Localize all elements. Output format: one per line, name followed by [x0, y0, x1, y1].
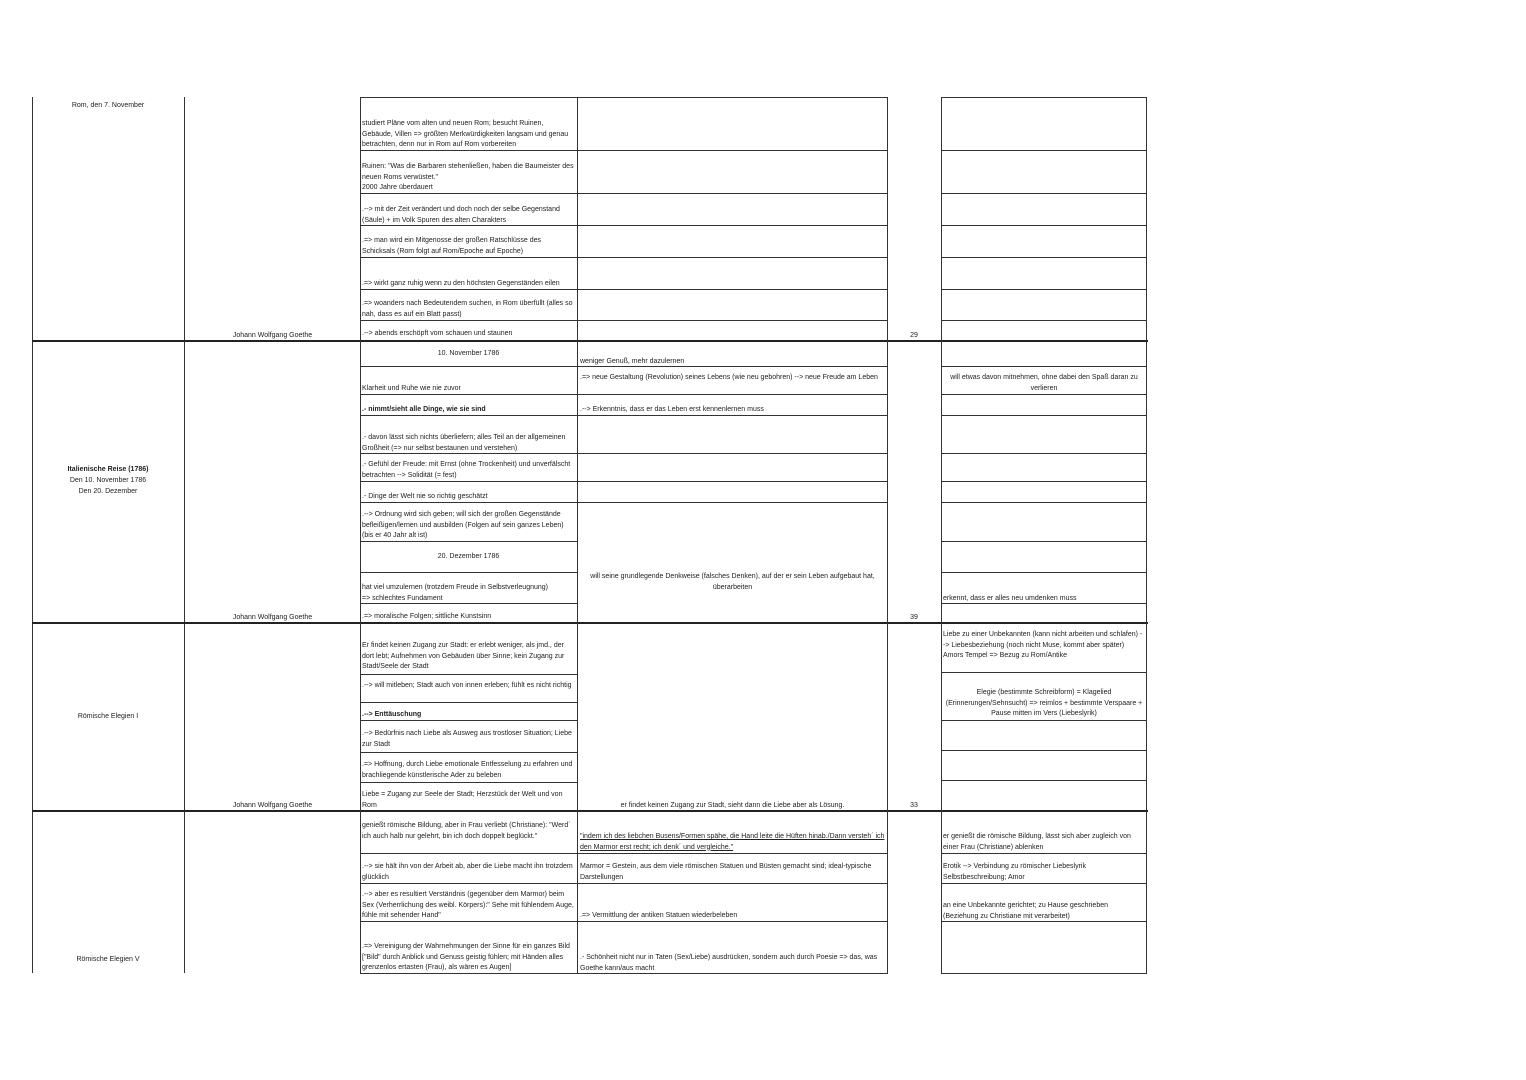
top-border: [360, 97, 888, 98]
note-cell: .--> aber es resultiert Verständnis (gegenüber dem Marmor) beim Sex (Verherrlichung des weibl. Körpers):" Sehe mit fühlendem Auge, fühle mit sehender Hand": [362, 891, 574, 919]
column-divider: [1146, 97, 1147, 973]
note-cell: .- nimmt/sieht alle Dinge, wie sie sind: [362, 406, 486, 413]
column-divider: [184, 97, 185, 973]
note-cell: .- davon lässt sich nichts überliefern; alles Teil an der allgemeinen Großheit (=> nur selbst bestaunen und verstehen): [362, 434, 566, 452]
note-cell: .--> mit der Zeit verändert und doch noch der selbe Gegenstand (Säule) + im Volk Spuren des alten Charakters: [362, 206, 560, 224]
note-cell: will etwas davon mitnehmen, ohne dabei den Spaß daran zu verlieren: [950, 374, 1138, 392]
note-cell: .--> Erkenntnis, dass er das Leben erst kennenlernen muss: [580, 406, 764, 413]
note-cell: .=> Vermittlung der antiken Statuen wiederbeleben: [580, 912, 738, 919]
note-cell: .--> abends erschöpft vom schauen und staunen: [362, 330, 513, 337]
note-cell: studiert Pläne vom alten und neuen Rom; besucht Ruinen, Gebäude, Villen => größten Merkwürdigkeiten langsam und genau betrachten, denn nur in Rom auf Rom vorbereiten: [362, 120, 569, 148]
page-number: 39: [910, 614, 918, 621]
section-label: Rom, den 7. November: [71, 102, 145, 109]
section-label: Italienische Reise (1786): [67, 466, 149, 473]
note-cell: .=> moralische Folgen; sittliche Kunstsinn: [362, 613, 492, 620]
author: Johann Wolfgang Goethe: [232, 614, 313, 621]
entry-date: 20. Dezember 1786: [437, 553, 500, 560]
note-cell: .- Gefühl der Freude: mit Ernst (ohne Trockenheit) und unverfälscht betrachten --> Solidität (= fest): [362, 461, 571, 479]
note-cell: Er findet keinen Zugang zur Stadt: er erlebt weniger, als jmd., der dort lebt; Aufnehmen von Gebäuden über Sinne; kein Zugang zur Stadt/Seele der Stadt: [362, 642, 565, 670]
column-divider: [887, 97, 888, 973]
note-cell: .--> will mitleben; Stadt auch von innen erleben; fühlt es nicht richtig: [362, 682, 572, 689]
left-border: [32, 97, 33, 973]
note-cell: weniger Genuß, mehr dazulernen: [580, 358, 685, 365]
note-cell: .- Schönheit nicht nur in Taten (Sex/Liebe) ausdrücken, sondern auch durch Poesie => das, was Goethe kann/aus macht: [580, 954, 878, 972]
author: Johann Wolfgang Goethe: [232, 802, 313, 809]
note-cell: .=> woanders nach Bedeutendem suchen, in Rom überfüllt (alles so nah, dass es auf ein Blatt passt): [362, 300, 573, 318]
note-cell: Klarheit und Ruhe wie nie zuvor: [362, 385, 461, 392]
note-cell: will seine grundlegende Denkweise (falsches Denken), auf der er sein Leben aufgebaut hat, überarbeiten: [590, 573, 875, 591]
section-sublabel: Den 20. Dezember: [78, 488, 138, 495]
column-divider: [577, 97, 578, 973]
section-label: Römische Elegien I: [77, 713, 139, 720]
note-cell: .=> Vereinigung der Wahrnehmungen der Sinne für ein ganzes Bild ["Bild" durch Anblick und Genuss geistig fühlen; mit Händen alles grenzenlos ertasten (Frau), als wären es Augen]: [362, 943, 570, 971]
author: Johann Wolfgang Goethe: [232, 332, 313, 339]
note-cell: Erotik --> Verbindung zu römischer Liebeslyrik Selbstbeschreibung; Amor: [943, 863, 1086, 881]
note-cell: .--> Enttäuschung: [362, 711, 422, 718]
note-cell: Ruinen: "Was die Barbaren stehenließen, haben die Baumeister des neuen Roms verwüstet." 2000 Jahre überdauert: [362, 163, 574, 191]
note-cell: .=> wirkt ganz ruhig wenn zu den höchsten Gegenständen eilen: [362, 280, 560, 287]
note-cell: .- Dinge der Welt nie so richtig geschätzt: [362, 493, 488, 500]
column-divider: [360, 97, 361, 973]
note-cell: Liebe zu einer Unbekannten (kann nicht arbeiten und schlafen) --> Liebesbeziehung (noch nicht Muse, kommt aber später) Amors Tempel => Bezug zu Rom/Antike: [943, 631, 1143, 659]
note-cell: .--> Bedürfnis nach Liebe als Ausweg aus trostloser Situation; Liebe zur Stadt: [362, 730, 572, 748]
section-label: Römische Elegien V: [76, 956, 140, 963]
note-cell: .=> Hoffnung, durch Liebe emotionale Entfesselung zu erfahren und brachliegende künstlerische Ader zu beleben: [362, 761, 573, 779]
top-border: [941, 97, 1147, 98]
section-sublabel: Den 10. November 1786: [69, 477, 147, 484]
note-cell: .--> sie hält ihn von der Arbeit ab, aber die Liebe macht ihn trotzdem glücklich: [362, 863, 573, 881]
page-number: 29: [910, 332, 918, 339]
entry-date: 10. November 1786: [437, 350, 500, 357]
note-cell: erkennt, dass er alles neu umdenken muss: [943, 595, 1077, 602]
note-cell: .=> man wird ein Mitgenosse der großen Ratschlüsse des Schicksals (Rom folgt auf Rom/Epoche auf Epoche): [362, 237, 541, 255]
note-cell: er genießt die römische Bildung, lässt sich aber zugleich von einer Frau (Christiane) ablenken: [943, 833, 1131, 851]
note-cell: .=> neue Gestaltung (Revolution) seines Lebens (wie neu gebohren) --> neue Freude am Leben: [580, 374, 878, 381]
note-cell: hat viel umzulernen (trotzdem Freude in Selbstverleugnung) => schlechtes Fundament: [362, 584, 548, 602]
note-cell: an eine Unbekannte gerichtet; zu Hause geschrieben (Beziehung zu Christiane mit verarbeitet): [943, 902, 1108, 920]
note-cell: Liebe = Zugang zur Seele der Stadt; Herzstück der Welt und von Rom: [362, 791, 563, 809]
note-cell: er findet keinen Zugang zur Stadt, sieht dann die Liebe aber als Lösung.: [620, 802, 845, 809]
bottom-border: [941, 973, 1147, 974]
page-number: 33: [910, 802, 918, 809]
note-cell: Elegie (bestimmte Schreibform) = Klagelied (Erinnerungen/Sehnsucht) => reimlos + bestimmte Verspaare + Pause mitten im Vers (Liebeslyrik): [945, 689, 1143, 717]
quote-cell: "indem ich des liebchen Busens/Formen spähe, die Hand leite die Hüften hinab./Dann versteh´ ich den Marmor erst recht; ich denk´ und vergleiche.": [580, 833, 885, 851]
column-divider: [941, 97, 942, 973]
note-cell: genießt römische Bildung, aber in Frau verliebt (Christiane): "Werd´ ich auch halb nur gelehrt, bin ich doch doppelt beglückt.": [362, 822, 571, 840]
note-cell: .--> Ordnung wird sich geben; will sich der großen Gegenstände befleißigen/lernen und ausbilden (Folgen auf sein ganzes Leben) (bis er 40 Jahr alt ist): [362, 511, 564, 539]
note-cell: Marmor = Gestein, aus dem viele römischen Statuen und Büsten gemacht sind; ideal-typische Darstellungen: [580, 863, 872, 881]
